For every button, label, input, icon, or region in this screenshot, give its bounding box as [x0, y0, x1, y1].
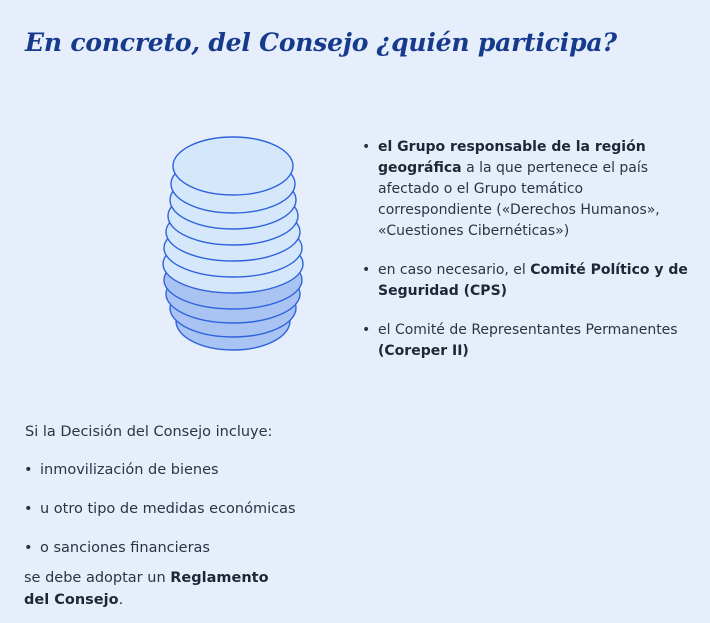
page-title: En concreto, del Consejo ¿quién participa?: [25, 28, 617, 57]
list-item: • u otro tipo de medidas económicas: [24, 499, 296, 538]
list-item: • o sanciones financieras: [24, 538, 296, 577]
list-item: • el Grupo responsable de la región geográfica a la que pertenece el país afectado o el Grupo temático correspondiente («Derechos Humanos», «Cuestiones Cibernéticas»): [362, 137, 692, 242]
list-item: • el Comité de Representantes Permanentes (Coreper II): [362, 320, 692, 362]
conclusion-text: se debe adoptar un Reglamento del Consejo.: [24, 570, 269, 608]
participants-list: [362, 137, 692, 380]
list-item: • en caso necesario, el Comité Político y de Seguridad (CPS): [362, 260, 692, 302]
stacked-layers-icon: [148, 124, 318, 360]
lower-intro: Si la Decisión del Consejo incluye:: [25, 424, 273, 440]
list-item: • inmovilización de bienes: [24, 460, 296, 499]
measures-list: [24, 460, 296, 577]
